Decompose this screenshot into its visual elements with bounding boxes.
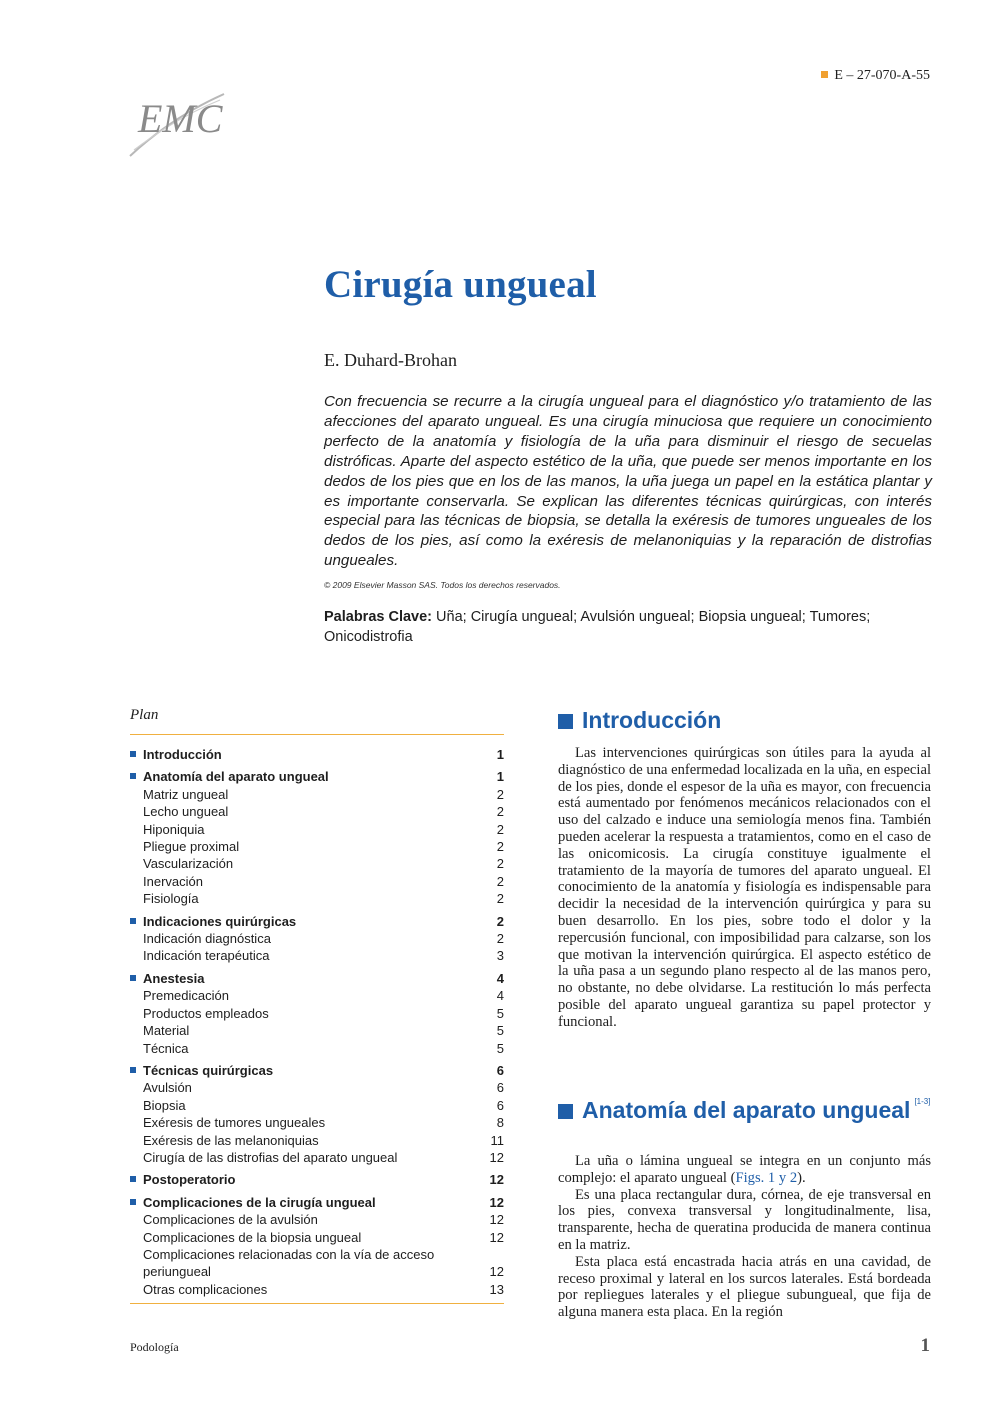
toc-page: 2 [496,913,504,929]
table-of-contents [130,707,504,1304]
toc-subentry[interactable]: Vascularización 2 [143,856,504,872]
emc-logo [128,80,228,160]
toc-entry[interactable]: Indicaciones quirúrgicas 2 [130,913,504,930]
article-title: Cirugía ungueal [324,263,597,306]
plan-top-rule [130,734,504,735]
blue-square-bullet-icon [130,1199,136,1205]
anatomy-text [558,1153,931,1321]
logo-text: EMC [138,96,223,141]
toc-page: 1 [496,747,504,762]
author-name: E. Duhard-Brohan [324,350,457,370]
toc-subentry[interactable]: Exéresis de tumores ungueales 8 [143,1115,504,1131]
toc-entry[interactable]: Introducción 1 [130,746,504,763]
toc-page: 4 [496,970,504,986]
keywords-label: Palabras Clave: [324,609,433,625]
toc-subentry[interactable]: Exéresis de las melanoniquias 11 [143,1132,504,1148]
toc-subentry[interactable]: Avulsión 6 [143,1080,504,1096]
toc-section [130,970,504,1057]
toc-page: 13 [489,1281,504,1297]
keywords-list: Uña; Cirugía ungueal; Avulsión ungueal; Biopsia ungueal; Tumores; Onicodistrofia [324,609,871,645]
toc-subentry[interactable]: Inervación 2 [143,873,504,889]
toc-page: 6 [496,1080,504,1096]
toc-subentry[interactable]: Indicación terapéutica 3 [143,948,504,964]
toc-subentry[interactable]: Productos empleados 5 [143,1005,504,1021]
toc-page: 2 [496,891,504,907]
toc-subentry[interactable]: Biopsia 6 [143,1097,504,1113]
section-heading-introduccion: Introducción [558,707,721,734]
toc-subentry[interactable]: Matriz ungueal 2 [143,786,504,802]
toc-page: 2 [496,931,504,947]
toc-subentry[interactable]: Premedicación 4 [143,988,504,1004]
section-heading-anatomia: Anatomía del aparato ungueal [1-3] [558,1088,938,1124]
toc-page: 4 [496,988,504,1004]
copyright-line: © 2009 Elsevier Masson SAS. Todos los derechos reservados. [324,580,561,590]
blue-square-bullet-icon [130,751,136,757]
toc-page: 2 [496,821,504,837]
blue-square-bullet-icon [130,975,136,981]
toc-page: 8 [496,1115,504,1131]
toc-section [130,913,504,965]
blue-square-bullet-icon [130,773,136,779]
heading-square-icon [558,1104,573,1119]
toc-page: 11 [490,1132,504,1148]
toc-page: 12 [489,1229,504,1245]
toc-entry[interactable]: Complicaciones de la cirugía ungueal 12 [130,1194,504,1211]
paragraph: Las intervenciones quirúrgicas son útiles para la ayuda al diagnóstico de una enfermedad localizada en la uña, en especial de los pies, donde el espesor de la uña es mayor, con frecuencia está aumentado por fenómenos mecánicos relacionados con el uso del calzado e induce una semiología menos fina. También pueden acelerar la respuesta a tratamientos, como en el caso de las onicomicosis. La cirugía constituye igualmente el tratamiento de la mayoría de tumores del aparato ungueal. El conocimiento de la anatomía y fisiología es indispensable para decidir la necesidad de la intervención quirúrgica y para su buen desarrollo. En los pies, sobre todo el dolor y la repercusión funcional, con imposibilidad para calzarse, son los que motivan la intervención quirúrgica. El aspecto estético de la uña pasa a un segundo plano respecto al de las manos pero, no obstante, no debe olvidarse. La restitución lo más perfecta posible del aparato ungueal garantiza su papel protector y funcional. [558,745,931,1030]
toc-subentry[interactable]: Lecho ungueal 2 [143,804,504,820]
toc-subentry[interactable]: Complicaciones relacionadas con la vía de acceso periungueal 12 [143,1246,504,1280]
toc-page: 3 [496,948,504,964]
toc-section [130,746,504,763]
toc-entry[interactable]: Técnicas quirúrgicas 6 [130,1062,504,1079]
toc-page: 2 [496,839,504,855]
blue-square-bullet-icon [130,918,136,924]
toc-subentry[interactable]: Técnica 5 [143,1040,504,1056]
toc-page: 6 [496,1097,504,1113]
orange-square-icon [821,71,828,78]
toc-page: 12 [489,1264,504,1280]
paragraph: La uña o lámina ungueal se integra en un conjunto más complejo: el aparato ungueal (Figs. 1 y 2). [558,1153,931,1186]
toc-entry[interactable]: Anestesia 4 [130,970,504,987]
toc-subentry[interactable]: Pliegue proximal 2 [143,839,504,855]
toc-page: 12 [489,1149,504,1165]
reference-link[interactable]: [1-3] [914,1097,931,1106]
toc-page: 5 [496,1005,504,1021]
plan-bottom-rule [130,1303,504,1304]
abstract: Con frecuencia se recurre a la cirugía ungueal para el diagnóstico y/o tratamiento de las afecciones del aparato ungueal. Es una cirugía minuciosa que requiere un conocimiento perfecto de la anatomía y fisiología de la uña para disminuir el riesgo de secuelas distróficas. Aparte del aspecto estético de la uña, que puede ser menos importante en los dedos de los pies que en los de las manos, la uña juega un papel en la estática plantar y es importante conservarla. Se explican las diferentes técnicas quirúrgicas, con interés especial para las técnicas de biopsia, se detalla la exéresis de tumores ungueales de los dedos de los pies, así como la exéresis de melanoniquias y la reparación de distrofias ungueales. [324,393,932,570]
toc-page: 6 [496,1062,504,1078]
toc-subentry[interactable]: Complicaciones de la avulsión 12 [143,1212,504,1228]
blue-square-bullet-icon [130,1067,136,1073]
toc-subentry[interactable]: Hiponiquia 2 [143,821,504,837]
toc-subentry[interactable]: Material 5 [143,1023,504,1039]
toc-section [130,1062,504,1166]
toc-page: 12 [489,1194,504,1210]
toc-page: 2 [496,873,504,889]
document-code: E – 27-070-A-55 [821,68,930,84]
toc-list [130,746,504,1298]
journal-name: Podología [130,1340,179,1354]
toc-entry[interactable]: Postoperatorio 12 [130,1171,504,1188]
toc-section [130,1194,504,1298]
paragraph: Esta placa está encastrada hacia atrás en una cavidad, de receso proximal y lateral en los surcos laterales. Está bordeada por repliegues laterales y el pliegue subungueal, que fija de alguna manera esta placa. En la región [558,1253,931,1321]
toc-page: 2 [496,786,504,802]
plan-title: Plan [130,707,159,723]
toc-subentry[interactable]: Complicaciones de la biopsia ungueal 12 [143,1229,504,1245]
toc-page: 12 [489,1172,504,1188]
figure-link[interactable]: Figs. 1 y 2 [735,1169,798,1186]
toc-page: 5 [496,1040,504,1056]
toc-page: 12 [489,1212,504,1228]
keywords [324,607,904,647]
toc-subentry[interactable]: Otras complicaciones 13 [143,1281,504,1297]
toc-page: 1 [496,769,504,785]
toc-page: 5 [496,1023,504,1039]
toc-section [130,768,504,907]
toc-page: 2 [496,856,504,872]
toc-subentry[interactable]: Fisiología 2 [143,891,504,907]
toc-entry[interactable]: Anatomía del aparato ungueal 1 [130,768,504,785]
heading-square-icon [558,714,573,729]
paragraph: Es una placa rectangular dura, córnea, de eje transversal en los pies, convexa transversal y longitudinalmente, lisa, transparente, hecha de queratina producida de manera continua en la matriz. [558,1186,931,1253]
toc-subentry[interactable]: Cirugía de las distrofias del aparato ungueal 12 [143,1149,504,1165]
toc-subentry[interactable]: Indicación diagnóstica 2 [143,931,504,947]
blue-square-bullet-icon [130,1176,136,1182]
introduction-text [558,745,931,1031]
toc-section [130,1171,504,1188]
toc-page: 2 [496,804,504,820]
page-number: 1 [920,1335,930,1356]
